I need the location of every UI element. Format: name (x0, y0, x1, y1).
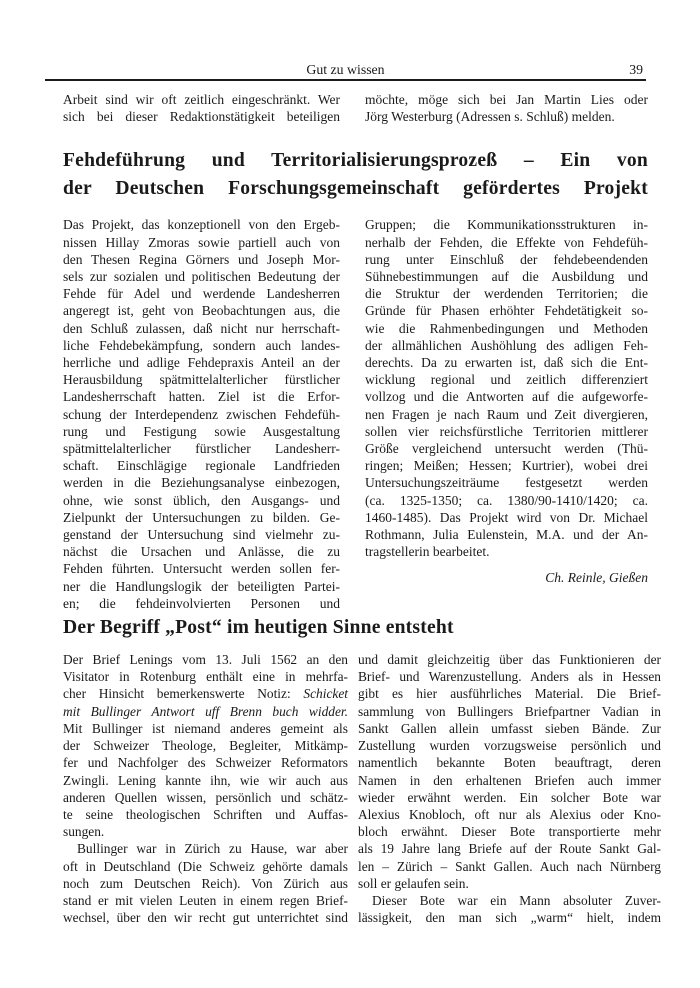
article1-body (63, 216, 700, 612)
text-line: Namen in den erhaltenen Briefen auch immer (358, 772, 661, 788)
article2-title: Der Begriff „Post“ im heutigen Sinne entsteht (63, 617, 454, 639)
article1-right-column (365, 216, 648, 612)
text-line: ohne, wie sonst üblich, den Ausgangs- und (63, 492, 340, 508)
article2-right-column (358, 651, 661, 926)
text-line: schung der Interdependenz zwischen Fehdefüh- (63, 406, 340, 422)
text-line: der allmählichen Aushöhlung des adligen Feh- (365, 337, 648, 353)
text-line: len – Zürich – Sankt Gallen. Auch nach Nürnberg (358, 858, 661, 874)
article2-left-column (63, 651, 348, 926)
running-title: Gut zu wissen (306, 62, 385, 77)
text-line: sels zur sozialen und politischen Bedeutung der (63, 269, 340, 285)
text-line: stand er mit vielen Leuten in einem regen Brief- (63, 892, 348, 908)
text-line: noch zum Deutschen Reich). Von Zürich aus (63, 875, 348, 891)
text-line: möchte, möge sich bei Jan Martin Lies oder (365, 92, 648, 107)
text-line: namentlich bekannte Boten beauftragt, deren (358, 755, 661, 771)
text-line: sammlung von Bullingers Briefpartner Vadian in (358, 703, 661, 719)
text-line: Größe vergleichend untersucht werden (Thü- (365, 441, 648, 457)
text-line: Visitator in Rotenburg enthält eine in mehrfa- (63, 669, 348, 685)
text-line: wicklung regional und zeitlich differenziert (365, 372, 648, 388)
text-line: Alexius Knobloch, oft nur als Alexius oder Kno- (358, 806, 661, 822)
page-number: 39 (629, 62, 643, 77)
text-line: te seine theologischen Schriften und Auffas- (63, 806, 348, 822)
text-line: Herausbildung spätmittelalterlicher fürstlicher (63, 372, 340, 388)
text-line: rung und Festigung sowie Ausgestaltung (63, 423, 340, 439)
text-line: sungen. (63, 824, 105, 840)
text-line: der Deutschen Forschungsgemeinschaft gefördertes Projekt (63, 178, 648, 200)
text-line: werden in die Beziehungsanalyse einbezogen, (63, 475, 340, 491)
text-line: genstand der Untersuchung sind vielmehr zu- (63, 527, 340, 543)
text-line: schaft. Einschlägige regionale Landfrieden (63, 458, 340, 474)
article1-signature: Ch. Reinle, Gießen (545, 570, 648, 586)
text-line: Landesherrschaft hatten. Ziel ist die Erfor- (63, 389, 340, 405)
text-line: liche Fehdebekämpfung, sondern auch landes- (63, 337, 340, 353)
text-line: spätmittelalterlicher fürstlicher Landesherr- (63, 441, 340, 457)
text-line: Sankt Gallen allein umfasst sieben Bände. Zur (358, 720, 661, 736)
text-line: bloch erwähnt. Dieser Bote transportierte mehr (358, 824, 661, 840)
text-line: angeregt ist, geht von Beobachtungen aus, die (63, 303, 340, 319)
text-line: nächst die Ursachen und Anlässe, die zu (63, 544, 340, 560)
text-line: Untersuchungszeiträume festgesetzt werden (365, 475, 648, 491)
text-line: der Schweizer Theologe, Begleiter, Mitkämp- (63, 738, 348, 754)
text-line: Bullinger war in Zürich zu Hause, war aber (77, 841, 348, 857)
text-line: anderen Quellen wissen, persönlich und schätz- (63, 789, 348, 805)
text-line: wieder erwähnt werden. Ein solcher Bote war (358, 789, 661, 805)
text-line: 1460-1485). Das Projekt wird von Dr. Michael (365, 509, 648, 525)
text-line: wie die Rahmenbedingungen und Methoden (365, 320, 648, 336)
article1-title (63, 147, 648, 203)
text-line: Jörg Westerburg (Adressen s. Schluß) melden. (365, 109, 615, 125)
text-line: herrliche und adlige Fehdepraxis Anteil an der (63, 355, 340, 371)
text-line: sollen vier reichsfürstliche Territorien mittlerer (365, 423, 648, 439)
text-line: Mit Bullinger ist niemand anderes gemeint als (63, 720, 348, 736)
text-line: derechts. Da zu erwarten ist, daß sich die Ent- (365, 355, 648, 371)
text-line: Fehden führten. Untersucht werden sollen fer- (63, 561, 340, 577)
text-line: Fehde für Adel und werdende Landesherren (63, 286, 340, 302)
text-line: den Schluß zulassen, daß nicht nur herrschaft- (63, 320, 340, 336)
text-line: nen Fragen je nach Raum und Zeit divergieren, (365, 406, 648, 422)
text-line: rung unter Einschluß der fehdebeendenden (365, 251, 648, 267)
text-line: fer und Nachfolger des Schweizer Reformators (63, 755, 348, 771)
intro-right-column (365, 91, 648, 125)
text-line: und damit gleichzeitig über das Funktionieren der (358, 652, 661, 668)
text-line: Gruppen; die Kommunikationsstrukturen in- (365, 217, 648, 233)
text-line: Gründe für Phasen erhöhter Fehdetätigkeit so- (365, 303, 648, 319)
text-line: ner die Handlungslogik der beteiligten Partei- (63, 578, 340, 594)
text-line: (ca. 1325-1350; ca. 1380/90-1410/1420; ca. (365, 492, 648, 508)
text-line: Das Projekt, das konzeptionell von den Ergeb- (63, 217, 340, 233)
text-line: ringen; Meißen; Hessen; Kurtrier), wobei drei (365, 458, 648, 474)
text-line: sich bei dieser Redaktionstätigkeit beteiligen (63, 109, 340, 125)
text-line: Zustellung wurden vorzugsweise persönlich und (358, 738, 661, 754)
text-line: cher Hinsicht bemerkenswerte Notiz: Schicket (63, 686, 348, 702)
text-line: Fehdeführung und Territorialisierungsprozeß – Ein von (63, 150, 648, 172)
text-line: wechsel, über den wir recht gut unterrichtet sind (63, 910, 348, 926)
text-line: oft in Deutschland (Die Schweiz gehörte damals (63, 858, 348, 874)
text-line: nissen Hillay Zmoras sowie partiell auch von (63, 234, 340, 250)
text-line: tragstellerin bearbeitet. (365, 544, 490, 560)
text-line: Arbeit sind wir oft zeitlich eingeschränkt. Wer (63, 92, 340, 107)
text-line: vollzog und die Antworten auf die aufgeworfe- (365, 389, 648, 405)
intro-left-column (63, 91, 340, 125)
text-line: nerhalb der Fehden, die Effekte von Fehdefüh- (365, 234, 648, 250)
text-line: gibt es hier ausführliches Material. Die Brief- (358, 686, 661, 702)
page-header (45, 0, 646, 81)
text-line: lässigkeit, den man sich „warm“ hielt, indem (358, 910, 661, 926)
text-line: Der Brief Lenings vom 13. Juli 1562 an den (63, 652, 348, 668)
text-line: Zwingli. Lening kannte ihn, wie wir auch aus (63, 772, 348, 788)
text-line: Rothmann, Julia Eulenstein, M.A. und der An- (365, 527, 648, 543)
text-line: mit Bullinger Antwort uff Brenn buch widder. (63, 703, 348, 719)
text-line: en; die fehdeinvolvierten Personen und (63, 595, 340, 611)
text-line: den Thesen Regina Görners und Joseph Mor- (63, 251, 340, 267)
text-line: als 19 Jahre lang Briefe auf der Route Sankt Gal- (358, 841, 661, 857)
text-line: die Struktur der werdenden Territorien; die (365, 286, 648, 302)
text-line: Brief- und Warenzustellung. Anders als in Hessen (358, 669, 661, 685)
article2-body (63, 651, 700, 926)
intro-section (63, 91, 700, 125)
text-line: Sühnebestimmungen auf die Ausbildung und (365, 269, 648, 285)
text-line: soll er gelaufen sein. (358, 875, 469, 891)
text-line: Zielpunkt der Untersuchungen zu bilden. Ge- (63, 509, 340, 525)
article1-left-column (63, 216, 340, 612)
text-line: Dieser Bote war ein Mann absoluter Zuver- (372, 892, 661, 908)
article1-right-text (365, 216, 648, 560)
